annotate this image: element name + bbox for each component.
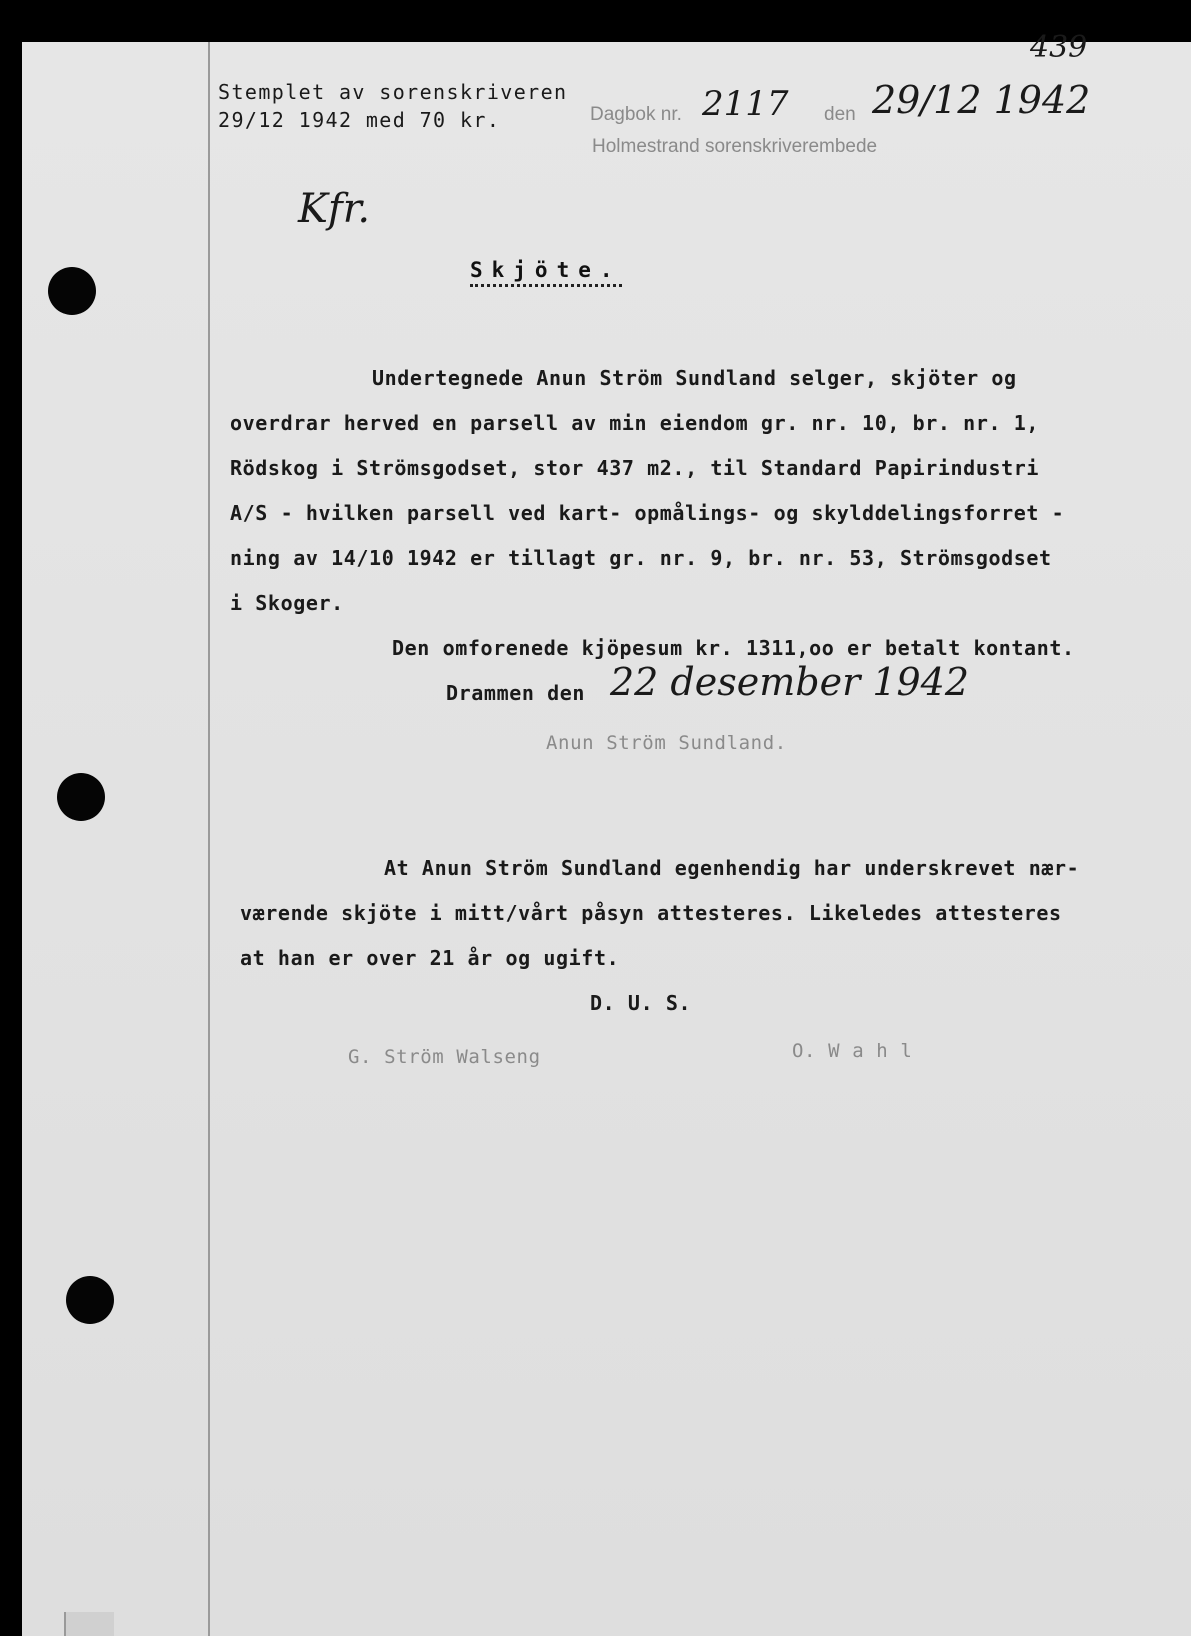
body-line-3: Rödskog i Strömsgodset, stor 437 m2., til Standard Papirindustri	[230, 456, 1040, 480]
body-line-1: Undertegnede Anun Ström Sundland selger, skjöter og	[372, 366, 1017, 390]
stamp-note-line2: 29/12 1942 med 70 kr.	[218, 108, 501, 132]
attestation-closing: D. U. S.	[590, 991, 692, 1015]
body-line-4: A/S - hvilken parsell ved kart- opmålings- og skylddelingsforret -	[230, 501, 1065, 525]
punch-hole-middle	[57, 773, 105, 821]
diary-stamp-date-label: den	[824, 104, 856, 125]
diary-stamp-date: 29/12 1942	[872, 78, 1091, 122]
diary-stamp-label: Dagbok nr.	[590, 104, 682, 125]
page-number: 439	[1030, 30, 1088, 65]
diary-stamp-office: Holmestrand sorenskriverembede	[592, 136, 878, 157]
witness-right: O. W a h l	[792, 1040, 913, 1062]
body-line-6: i Skoger.	[230, 591, 344, 615]
diary-stamp-number: 2117	[702, 84, 789, 124]
page-corner	[64, 1612, 114, 1636]
punch-hole-bottom	[66, 1276, 114, 1324]
witness-left: G. Ström Walseng	[348, 1046, 541, 1068]
payment-line: Den omforenede kjöpesum kr. 1311,oo er betalt kontant.	[392, 636, 1075, 660]
attestation-line-2: værende skjöte i mitt/vårt påsyn attesteres. Likeledes attesteres	[240, 901, 1062, 925]
place-date-handwritten: 22 desember 1942	[610, 660, 970, 704]
document-title: Skjöte.	[470, 258, 622, 287]
attestation-line-3: at han er over 21 år og ugift.	[240, 946, 620, 970]
punch-hole-top	[48, 267, 96, 315]
body-line-5: ning av 14/10 1942 er tillagt gr. nr. 9, br. nr. 53, Strömsgodset	[230, 546, 1052, 570]
place-prefix: Drammen den	[446, 681, 586, 705]
margin-rule	[208, 42, 210, 1636]
attestation-line-1: At Anun Ström Sundland egenhendig har underskrevet nær-	[384, 856, 1080, 880]
stamp-note-line1: Stemplet av sorenskriveren	[218, 80, 568, 104]
seller-signature: Anun Ström Sundland.	[546, 732, 787, 754]
initials: Kfr.	[298, 186, 371, 232]
body-line-2: overdrar herved en parsell av min eiendom gr. nr. 10, br. nr. 1,	[230, 411, 1040, 435]
